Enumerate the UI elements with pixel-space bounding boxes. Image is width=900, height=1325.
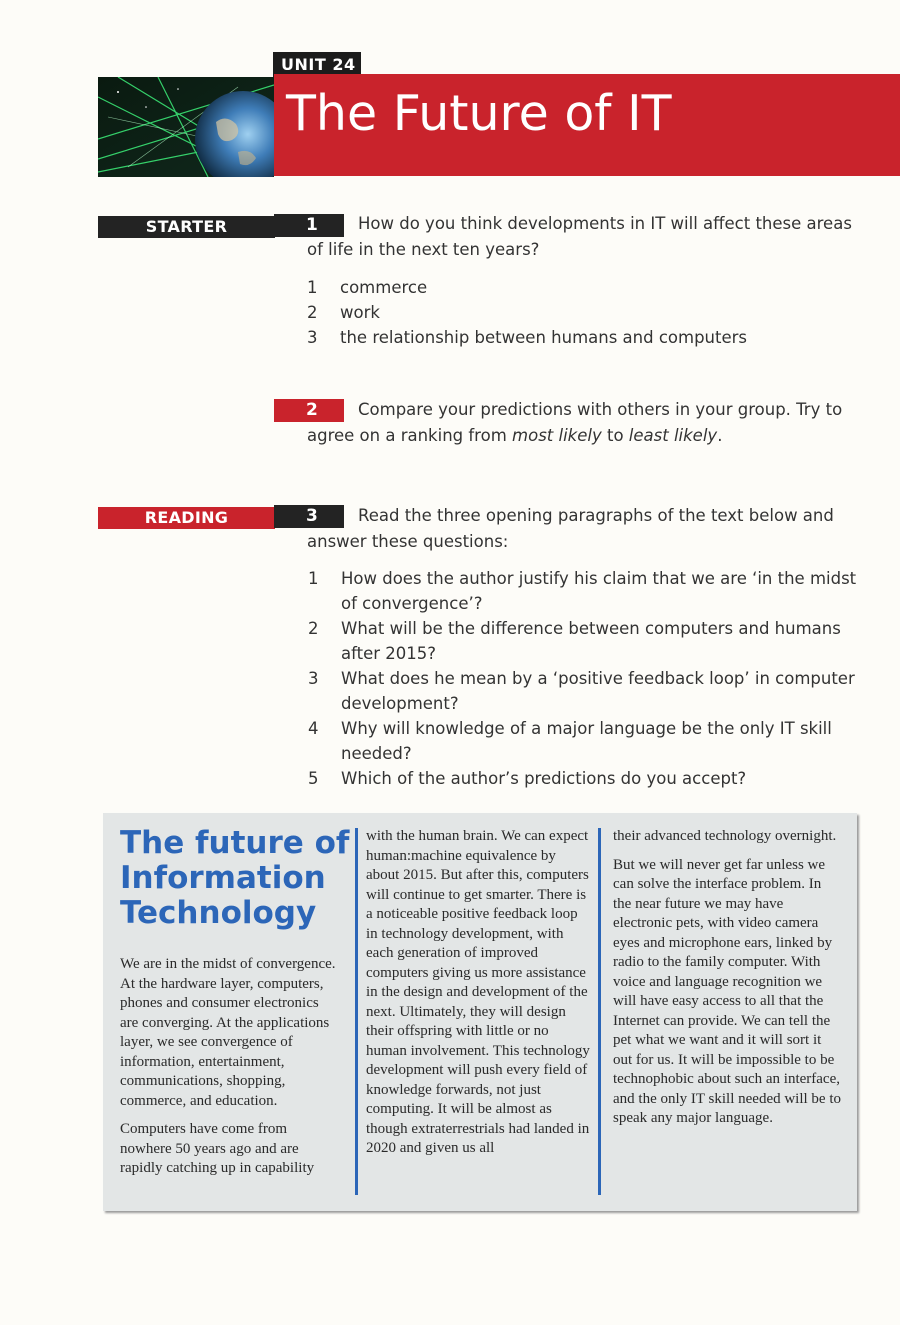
- unit-label: UNIT 24: [273, 52, 361, 77]
- list-item: 2 What will be the difference between computers and humans after 2015?: [308, 619, 841, 663]
- globe-icon: [98, 77, 274, 177]
- column-divider: [598, 828, 601, 1195]
- list-item: 1 commerce: [307, 278, 428, 297]
- exercise-2-instruction: Compare your predictions with others in your group. Try to agree on a ranking from most likely to least likely.: [307, 400, 843, 445]
- list-item: 3 What does he mean by a ‘positive feedback loop’ in computer development?: [308, 669, 855, 713]
- paragraph: their advanced technology overnight.: [613, 828, 837, 844]
- paragraph: Computers have come from nowhere 50 years ago and are rapidly catching up in capability: [120, 1121, 315, 1176]
- exercise-3-instruction: Read the three opening paragraphs of the text below and answer these questions:: [307, 506, 834, 551]
- exercise-1-number: 1: [274, 214, 344, 237]
- starter-label: STARTER: [98, 216, 275, 238]
- article-title: The future of Information Technology: [120, 825, 350, 931]
- column-divider: [355, 828, 358, 1195]
- page-title: The Future of IT: [286, 85, 672, 142]
- paragraph: We are in the midst of convergence. At the hardware layer, computers, phones and consumer electronics are converging. At the applications layer, we see convergence of information, entertainment, communications, shopping, commerce, and education.: [120, 956, 336, 1109]
- list-item: 4 Why will knowledge of a major language be the only IT skill needed?: [308, 719, 832, 763]
- list-item: 5 Which of the author’s predictions do you accept?: [308, 769, 747, 788]
- reading-label: READING: [98, 507, 275, 529]
- list-item: 2 work: [307, 303, 380, 322]
- exercise-3-number: 3: [274, 505, 344, 528]
- article-column-2: [366, 827, 591, 1168]
- exercise-2-number: 2: [274, 399, 344, 422]
- list-item: 3 the relationship between humans and computers: [307, 328, 748, 347]
- exercise-1-list: [307, 275, 867, 350]
- exercise-3-questions: [308, 566, 868, 791]
- exercise-1-instruction: How do you think developments in IT will affect these areas of life in the next ten years?: [307, 214, 852, 259]
- paragraph: But we will never get far unless we can solve the interface problem. In the near future we may have electronic pets, with video camera eyes and microphone ears, linked by radio to the family computer. With voice and language recognition we will have easy access to all that the Internet can provide. We can tell the pet what we want and it will sort it out for us. It will be impossible to be technophobic about such an interface, and the only IT skill needed will be to speak any major language.: [613, 856, 842, 1126]
- paragraph: with the human brain. We can expect human:machine equivalence by about 2015. But after this, computers will continue to get smarter. There is a noticeable positive feedback loop in technology development, with each generation of improved computers giving us more assistance in the design and development of the next. Ultimately, they will design their offspring with little or no human involvement. This technology development will push every field of knowledge forwards, not just computing. It will be almost as though extraterrestrials had landed in 2020 and given us all: [366, 828, 590, 1156]
- article-column-1: [120, 955, 340, 1188]
- globe-laser-image: [98, 77, 274, 177]
- article-column-3: [613, 827, 841, 1138]
- list-item: 1 How does the author justify his claim that we are ‘in the midst of convergence’?: [308, 569, 857, 613]
